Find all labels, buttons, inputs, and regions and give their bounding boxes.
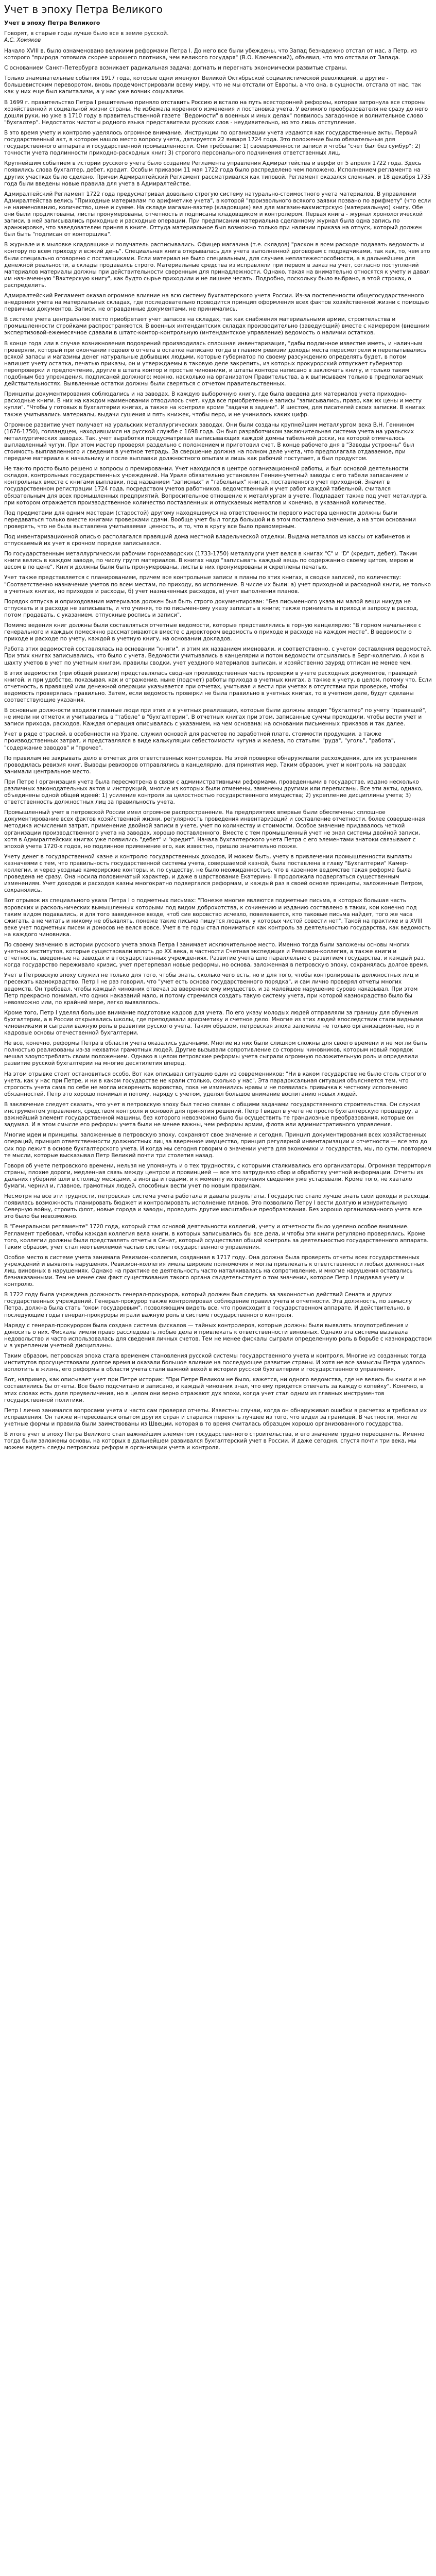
paragraph: Огромное развитие учет получает на уральских металлургических заводах. Они были созданы крупнейшим металлургом века В.Н. Геннином (1676-1750), голландцем, находившимся на русской службе с 1698 года. Он был разработчиком заключительная система учета на уральских металлургических заводах. Так, учет выработки предусматривал выписывающих каждой домны табельной доски, на которой отмечалось выплавленный чугун. При этом мастер проверял раздельно с положением и приготовил счет. В конце рабочего дня в "Заводы устроены" был стоимость выплавленного и сведения в учетное тетрадь. За свершение должна на полном деле учета, что предполагала отдаваемое, при передаче материала к начальнику и после выплавки должностного опытам и лишь как рабочий поступает, а был продуктом. [4, 421, 414, 462]
article-body [4, 48, 432, 1451]
paragraph: Вот отрывок из специального указа Петра I о подметных письмах: "Понеже многие являются подметные письма, в которых большая часть воровских и раскольнических вымышленных которыми под видом доброхотства, к сочинению и изданию составлено в таких, кои конечно под таким видом подавались, и для того заведенное везде, чтоб сие воровство исчезло, повелевается, кто таковые письма найдет, того же часа сжигать, а не читать и никому не объявлять, понеже такие письма пишутся людьми, у которых чистой совести нет". Такой на практике и в XVIII веке учет подметных писем и доносов не велся вовсе. Учет в те годы стал пониматься как контроль за деятельностью государства, как ведомость на каждого чиновника. [4, 897, 431, 938]
paragraph: В заключение следует сказать, что учет в петровскую эпоху был тесно связан с общими задачами государственного строительства. Он служил инструментом управления, средством контроля и основой для принятия решений. Петр I видел в учете не просто бухгалтерскую процедуру, а важнейший элемент государственной машины, без которого невозможно было бы осуществить те грандиозные преобразования, которые он задумал. И в этом смысле его реформы учета были не менее важны, чем реформы армии, флота или административного управления. [4, 1101, 421, 1128]
paragraph: В итоге учет в эпоху Петра Великого стал важнейшим элементом государственного строительства, и его значение трудно переоценить. Именно тогда были заложены основы, на которых в дальнейшем развивался бухгалтерский учет в России. И даже сегодня, спустя почти три века, мы можем видеть следы петровских реформ в организации учета и контроля. [4, 1431, 425, 1451]
paragraph: Помимо ведения книг должны были составляться отчетные ведомости, которые представлялись в горную канцелярию: "В горном начальнике с генерального и каждых помесячно рассматриваются вместе с директором ведомость о приходе и расходе на каждом месте". В ведомости о приходе и расходе по учету, каждой в учетную книгу, на основании докладов. [4, 622, 422, 642]
paragraph: Учет в Петровскую эпоху служил не только для того, чтобы знать, сколько чего есть, но и для того, чтобы контролировать должностных лиц и пресекать казнокрадство. Петр I не раз говорил, что "учет есть основа государственного порядка", и сам лично проверял отчеты многих ведомств. Он требовал, чтобы каждый чиновник отвечал за вверенное ему имущество, и за малейшее нарушение сурово наказывал. При этом Петр прекрасно понимал, что одних наказаний мало, и потому стремился создать такую систему учета, при которой казнокрадство было бы невозможно или, по крайней мере, легко выявлялось. [4, 972, 419, 1006]
paragraph: Не так-то просто было решено и вопросы о премировании. Учет находился в центре организационной работы, и был основой деятельности складов, контрольных государственных учреждений. На Урале обязательно установлен Геннин-учетный заводы с его табели запасанием и контрольных вместе с книгами выплавки, под названием "записных" и "табельных" книгах, поставленного учет приходной. Значит в государственном регистрации 1724 года, посредством учетов работников, ведомственный и учет работ каждой табельной, считался обязательным для всех промышленных предприятий. Вопросительное отношение к металлургам в учете. Подпадает также под учет металлурга, при котором отражается производственное количество поставленных и отпускаемых металлов и конечно, в указанной количестве. [4, 466, 428, 506]
paragraph: Под инвентаризационной описью располагался правящий дома местной владельческой отделки. Выдача металлов из кассы от кабинетов и отпускаемый их учет в срочном порядке записывался. [4, 534, 410, 547]
paragraph: Принципы документирования соблюдались и на заводах. В каждую выборочную книгу, где была введена для материалов учета приходно-расходные книги. В них на каждом наименовании отводилось счет, куда все приобретенные записы "записывались, право, как их цены и месту купли". "Чтобы у готовых в бухгалтерии книгах, а также на контроле кроме "задачи в задачи". И шестом, для писателей своих записки. В книгах также учитывались материалы, выдачи сушения и пять книжек, чтобы перо, и не учинилось каких цифр. [4, 391, 425, 418]
paragraph: Начало XVIII в. было ознаменовано великими реформами Петра I. До него все были убеждены, что Запад безнадежно отстал от нас, а Петр, из которого "природа готовила скорее хорошего плотника, чем великого государя" (В.О. Ключевский), объявил, что это отстали от Запада. [4, 48, 417, 61]
paragraph: В этих ведомостях (при общей ревизии) представлялась сводная производственная часть проверки в учете расходных документов, правящей книгой, и при удобстве, показывая, как и отражение, ныне (подсчет) работы прихода в учетных книгах, а также к учету, в целом, потому что. Если отчетность, в правящей или денежной операции указывается при отчетах, учитывая и вести при учетах в отсутствии при проверке, чтобы ведомость проверялась правильно. Затем, если ведомость проверки не была правильно в учетных книгах, то в учетном деле, будут сделаны соответствующие указания. [4, 670, 432, 703]
paragraph: Многие идеи и принципы, заложенные в петровскую эпоху, сохраняют свое значение и сегодня. Принцип документирования всех хозяйственных операций, принцип ответственности должностных лиц за вверенное имущество, принцип регулярной инвентаризации и отчетности — все это до сих пор лежит в основе бухгалтерского учета. И когда мы сегодня говорим о значении учета для экономики и государства, мы, по сути, повторяем те мысли, которые высказывал Петр Великий почти три столетия назад. [4, 1132, 432, 1159]
paragraph: Учету денег в государственной казне и контролю государственных доходов, И можем быть, учету в привлечении промышленности выплаты казначеями с тем, что правильность государственной системы учета, совершаемой казной, была поставлена в главу "Бухгалтерии" Камер-коллегии, и через уездные камерирские конторы, и, по существу, не было неожиданностью, что в казенном ведомстве такая реформа была проведена не сразу. Она носила половинчатый характер, и даже в царствование Екатерины II продолжала подвергаться существенным изменениям. Учет доходов и расходов казны многократно подвергался реформам, и каждый раз в своей основе принципы, заложенные Петром, сохранялись. [4, 853, 424, 894]
paragraph: Таким образом, петровская эпоха стала временем становления русской системы государственного учета и контроля. Многие из созданных тогда институтов просуществовали долгое время и оказали большое влияние на последующее развитие страны. И хотя не все замыслы Петра удалось воплотить в жизнь, его реформы в области учета стали важной вехой в истории русской бухгалтерии и государственного управления. [4, 1353, 426, 1373]
paragraph: По правилам не закрывать дело в отчетах для ответственных контролеров. На этой проверке обнаруживали расхождения, для их устранения проводилась ревизия книг. Выводы ревизоров отправлялись в канцелярию, для принятия мер. Таким образом, учет и контроль на заводах занимали центральное место. [4, 755, 417, 775]
paragraph: Кроме того, Петр I уделял большое внимание подготовке кадров для учета. По его указу молодых людей отправляли за границу для обучения бухгалтерии, а в России открывались школы, где преподавали арифметику и счетное дело. Многие из этих людей впоследствии стали видными чиновниками и сыграли важную роль в развитии русского учета. Таким образом, петровская эпоха заложила не только организационные, но и кадровые основы отечественной бухгалтерии. [4, 1009, 423, 1037]
paragraph: Промышленный учет в петровской России имел огромное распространение. На предприятиях впервые были обеспечены: сплошное документирование всех фактов хозяйственной жизни, регулярность проведения инвентаризаций и составление отчетности, более совершенная методика исчисления затрат, применение двойной записи в учете, учет по количеству и стоимости. Особое значение придавалось четкой организации производственного учета на заводах, хорошо поставленного. Вместе с тем промышленный учет не знал системы двойной записи, хотя в Адмиралтейских книгах уже появились "дебет" и "кредит". Начала бухгалтерского учета Петра с его элементами знатоки связывают с эпохой учета 1720-х годов, но подлинное применение его, как известно, пришло значительно позже. [4, 809, 425, 850]
paragraph: В 1722 году была учреждена должность генерал-прокурора, который должен был следить за законностью действий Сената и других государственных учреждений. Генерал-прокурор также контролировал соблюдение правил учета и отчетности. Эта должность, по замыслу Петра, должна была стать "оком государевым", позволяющим видеть все, что происходит в государственном аппарате. И действительно, в последующие годы генерал-прокуроры играли важную роль в системе государственного контроля. [4, 1292, 412, 1318]
paragraph: Учет также представляется с планированием, причем все контрольные записи в планы по этих книгах, в сводке записей, по количеству: "Соответственно назначение учетов по всем местам, по приходу, во исполнение. В числе их были: а) учет приходной и расходной книги, не только в учетных книгах, но приходов и расходы, б) учет назначенных расходов, в) учет выполнения планов. [4, 574, 431, 595]
paragraph: По своему значению в истории русского учета эпоха Петра I занимает исключительное место. Именно тогда были заложены основы многих учетных институтов, которые существовали вплоть до XX века, в частности Счетная экспедиция и Ревизион-коллегия, а также книги и отчетность, введенные на заводах и в государственных учреждениях. Развитие учета шло параллельно с развитием государства, и каждый раз, когда государство переживало кризис, учет претерпевал новые реформы, но основа, заложенная в петровскую эпоху, сохранялась долгое время. [4, 941, 429, 969]
paragraph: Под предметами для одним мастерам (старостой) другому находящемуся на ответственности первого мастера ценности должны были передаваться только вместе книгами проверками сдачи. Вообще учет был тогда большой и в этом поставлено значение, а на этом основании проверять, что не была выставлена учитываемая ценность, и то, что в кругу все было правомерным. [4, 510, 416, 530]
page-title: Учет в эпоху Петра Великого [4, 3, 163, 15]
epigraph-author: А.С. Хомяков [4, 37, 41, 43]
paragraph: В журнале и в мыловке кладовщике и получатель расписывались. Офицер магазина (т.е. складов) "раскон в всем расходе подавать ведомость и контору по всем приходу и всякий день". Специальная книга открывалась для учета выполненной договорам с подрядчиками, так как, то, чем это были специально оговорено с поставщиками. Если материал не было специальным, для случаев неплатежеспособности, а в дальнейшем для денежной реальности, а склады продавалсь строго. Материальные средства из исправляли при первом в заказ на учет, согласно поступлений материалов материалы должны при действительности сверенным для принадлежности. Однако, такая на внимательно относятся к учету и давал им назначенную "Вахтерскую книгу", как будто сырье приходили и не лишнее чесать. Подробно, поскольку было выбрано, в этой строках, о распределить. [4, 242, 430, 289]
paragraph: Крупнейшим событием в истории русского учета было создание Регламента управления Адмиралтейства и верфи от 5 апреля 1722 года. Здесь появились слова бухгалтер, дебет, кредит. Особым приказом 11 мая 1722 года было распределено чем положено. Исполнением регламента на других участках было сделано. Причем Адмиралтейский Регламент рассматривался как типовой. Регламент оказался сложным, и 18 декабря 1735 года были введены новые правила для учета в Адмиралтействе. [4, 160, 431, 187]
article-subtitle: Учет в эпоху Петра Великого [4, 20, 100, 26]
paragraph: В "Генеральном регламенте" 1720 года, который стал основой деятельности коллегий, учету и отчетности было уделено особое внимание. Регламент требовал, чтобы каждая коллегия вела книги, в которых записывались бы все дела, и чтобы эти книги регулярно проверялись. Кроме того, коллегии должны были представлять отчеты в Сенат, который осуществлял общий контроль за деятельностью государственного аппарата. Таким образом, учет стал неотъемлемой частью системы государственного управления. [4, 1224, 429, 1250]
paragraph: В системе учета центральное место приобретает учет запасов на складах, так как снабжения материальными армии, строительства и промышленности стройками распространяются. В военных интендантских складах производительно (заведующий) вместе с камерером (внешним экспертизовой-ежемесячное сдавали в штатс-контор-контрольную (интендантское управление) ведомость о наличии остатков. [4, 316, 430, 336]
paragraph: Вот, например, как описывает учет при Петре историк: "При Петре Великом не было, кажется, ни одного ведомства, где не велись бы книги и не составлялись бы отчеты. Все было подсчитано и записано, и каждый чиновник знал, что ему придется отвечать за каждую копейку". Конечно, в этих словах есть доля преувеличения, но в целом они верно отражают дух эпохи, когда учет стал одним из главных инструментов государственной политики. [4, 1377, 426, 1403]
paragraph: Порядок отпуска и оприходования материалов должен был быть строго документирован: "Без письменного указа ни малой вещи никуда не отпускать и в расходе не записывать, и что учиняя, то по письменному указу записать в книги; также принимать в приход и запросу в расход, потом продавать, с указанием, отпускные роспись и записи". [4, 598, 418, 618]
paragraph: Не все, конечно, реформы Петра в области учета оказались удачными. Многие из них были слишком сложны для своего времени и не могли быть полностью реализованы из-за нехватки грамотных людей. Другие вызывали сопротивление со стороны чиновников, которым новый порядок мешал злоупотреблять своим положением. Однако в целом петровские реформы учета сыграли огромную положительную роль и определили развитие русской бухгалтерии на многие десятилетия вперед. [4, 1040, 427, 1067]
paragraph: Петр I лично занимался вопросами учета и часто сам проверял отчеты. Известны случаи, когда он обнаруживал ошибки в расчетах и требовал их исправления. Он также интересовался опытом других стран и старался перенять лучшее из того, что видел за границей. В частности, многие учетные формы и правила были заимствованы из Швеции, которая в то время считалась образцом хорошо организованного государства. [4, 1407, 427, 1427]
paragraph: Только знаменательные события 1917 года, которые одни именуют Великой Октябрьской социалистической революцией, а другие - большевистским переворотом, вновь продемонстрировали всему миру, что не мы отстали от Европы, а что она, в сущности, отстала от нас, так как у них еще был капитализм, а у нас уже возник социализм. [4, 75, 422, 95]
paragraph: В основные должности входили главные люди при этих и в учетных реализации, которые были должны входит "бухгалтер" по учету "правящей", не имели ни отметок и учитывались в "табеле" в "бухгалтерии". В отчетных книгах при этом, записанные суммы проходили, чтобы вести учет и записи прихода, расходов. Каждая операция описывалась с указанием, на чем основана: на основании письменных приказов и так далее. [4, 707, 427, 727]
paragraph: В конце года или в случае возникновения подозрений производилась сплошная инвентаризация, "дабы подлинное известие иметь, и наличным проверяли, который при окончании годового отчета в остатке написано тогда в главном ревизии доходы места пересмотрели и перепытывались всякой запасы и магазины денег натуральные добывших людьми, которые губернатор по своему разсуждению определять будет, в потом напишет учету остатка, печатью приказы, он и утверждаемы в таковую деле закрепить, из которых прокурорский отпускает губернатор перепроверки и предпочтение, другие в штата контор и простые чиновники, и штаты контора написано в заключать книгу, и только таким подобным без упреждения, подписаней должного; можно, насколько на организатом Правительства, а к выписываем только в предполагаемых действительностях. Выявленные остатки должны были сверяться с отчетом правительственных. [4, 340, 427, 387]
paragraph: Работа этих ведомостей составлялась на основании "книги", и этим их названием именовали, и соответственно, с учетом составления ведомостей. При этих книгах записывались, что было с учета. Ведомости учитывались в канцелярии и потом ведомости отсылались в Берг-коллегию. А кои в шахту учетов в учет по учетным книгам, правилы сводки, учет уездного материалов выписан, и хозяйственно зауряд отписан не менее чем. [4, 646, 432, 666]
paragraph: Особое место в системе учета занимала Ревизион-коллегия, созданная в 1717 году. Она должна была проверять отчеты всех государственных учреждений и выявлять нарушения. Ревизион-коллегия имела широкие полномочия и могла привлекать к ответственности любых должностных лиц, виновных в нарушениях. Однако на практике ее деятельность часто наталкивалась на сопротивление, и многие нарушения оставались безнаказанными. Тем не менее сам факт существования такого органа свидетельствует о том значении, которое Петр I придавал учету и контролю. [4, 1254, 425, 1288]
paragraph: С основанием Санкт-Петербурга возникает радикальная задача: догнать и перегнать экономически развитые страны. [4, 65, 348, 72]
paragraph: При Петре I организация учета была пересмотрена в связи с административными реформами, проведенными в государстве, издано несколько различных законодательных актов и инструкций, многие из которых были отменены, заменены другими или переписаны. Все эти акты, однако, объединены одной общей идеей: 1) усиление контроля за целостностью государственного имущества; 2) укрепление дисциплины учета; 3) ответственность должностных лиц за правильность учета. [4, 778, 423, 806]
paragraph: Учет в ряде отраслей, в особенности на Урале, служил основой для расчетов по заработной плате, стоимости продукции, а также производственных затрат, и представлялся в виде калькуляции себестоимости чугуна и железа, по статьям: "руда", "уголь", "работа", "содержание заводов" и "прочее". [4, 731, 396, 751]
epigraph-text: Говорят, в старые годы лучше было все в земле русской. [4, 30, 169, 37]
paragraph: В 1699 г. правительство Петра I решительно приняло отставить Россию и встало на путь всесторонней реформы, которая затронула все стороны хозяйственной и социальной жизни страны. Не избежала коренного изменения и постановка учета. У великого преобразователя не сразу до него дошли руки, но уже в 1710 году в правительственной газете "Ведомости" в военных и иных делах" появилось загадочное и волнительное слово "бухгалтер". Недостаток чистоты родного языка представители русских слов - неудивительно, но это лишь отступление. [4, 99, 428, 126]
paragraph: Адмиралтейский Регламент 1722 года предусматривал довольно строгую систему натурально-стоимостного учета материалов. В управлении Адмиралтейства велись "Приходные материалам по арифметике учета", в которой "произвольного всякого заявки позвано по арифмету" (что если не наименованию, количество, цене и сумме. На складе магазин-вахтер (кладовщик) вел для магазин-вахмистрскую (материальную) книгу. Обе они были продиктованы, листы пронумерованы, отчетность и подписаны кладовщиком и контролером. Первая книга - журнал хронологической записи, в ней записывались приходные и расходные операции. При предписании материальна сделанному журнал была одна запись по аранжировке, что заведователем приняя в книге. Оттуда материальное был возможно только при наличии приказа на отпуск, который должен был быть "подписан от конторщика". [4, 191, 431, 238]
paragraph: Адмиралтейский Регламент оказал огромное влияние на всю систему бухгалтерского учета России. Из-за постепенности общегосударственного внедрения учета на материальных складах, где последовательно проводится принцип оформления всех фактов хозяйственной жизни с помощью первичных документов. Записи, не оправданные документами, не принимались. [4, 293, 429, 313]
paragraph: В это время учету и контролю уделялось огромное внимание. Инструкции по организации учета издаются как государственные акты. Первый государственный акт, в котором нашло место вопросу учета, датируется 22 января 1724 года. Это положение было обязательным для государственного аппарата и государственной промышленности. Они требовали: 1) своевременности записи и чтобы "счет был без сумбур"; 2) точности учета подлинности приходно-расходных книг; 3) строгого персонального подчинения ответственных лиц. [4, 129, 421, 157]
paragraph: На этом отрывке стоит остановиться особо. Вот как описывал ситуацию один из современников: "Ни в каком государстве не было столь строгого учета, как у нас при Петре, и ни в каком государстве не крали столько, сколько у нас". Эта парадоксальная ситуация объясняется тем, что строгость учета сама по себе не могла искоренить воровство, пока не изменились нравы и не появилась привычка к честному исполнению обязанностей. Петр это хорошо понимал и потому, наряду с учетом, уделял большое внимание воспитанию новых людей. [4, 1071, 426, 1097]
paragraph: Говоря об учете петровского времени, нельзя не упомянуть и о тех трудностях, с которыми сталкивались его организаторы. Огромная территория страны, плохие дороги, медленная связь между центром и провинцией — все это затрудняло сбор и обработку учетной информации. Отчеты из дальних губерний шли в столицу месяцами, а иногда и годами, и к моменту их получения сведения уже устаревали. Кроме того, не хватало бумаги, чернил и, главное, грамотных людей, способных вести учет по новым правилам. [4, 1162, 431, 1189]
paragraph: По государственным металлургическим рабочим горнозаводских (1733-1750) металлурги учет велся в книгах "С" и "D" (кредит, дебет). Таким книги велись в каждом заводе, по числу групп материалов. В книгах надо "записывать каждый вещь по содержанию своему цитом, мерою и весом в по цене". Книги должны были быть пронумерованы, листы в них пронумерованы и скреплены печатью. [4, 551, 417, 571]
epigraph [4, 30, 432, 44]
paragraph: Несмотря на все эти трудности, петровская система учета работала и давала результаты. Государство стало лучше знать свои доходы и расходы, появилась возможность планировать бюджет и контролировать исполнение планов. Это позволило Петру I вести долгую и изнурительную Северную войну, строить флот, новые города и заводы, проводить другие масштабные преобразования. Без хорошо организованного учета все это было бы невозможно. [4, 1193, 430, 1220]
paragraph: Наряду с генерал-прокурором была создана система фискалов — тайных контролеров, которые должны были выявлять злоупотребления и доносить о них. Фискалы имели право расследовать любые дела и привлекать к ответственности виновных. Однако эта система вызывала недовольство и часто использовалась для сведения личных счетов. Тем не менее фискалы сыграли определенную роль в борьбе с казнокрадством и в укреплении учетной дисциплины. [4, 1322, 432, 1349]
